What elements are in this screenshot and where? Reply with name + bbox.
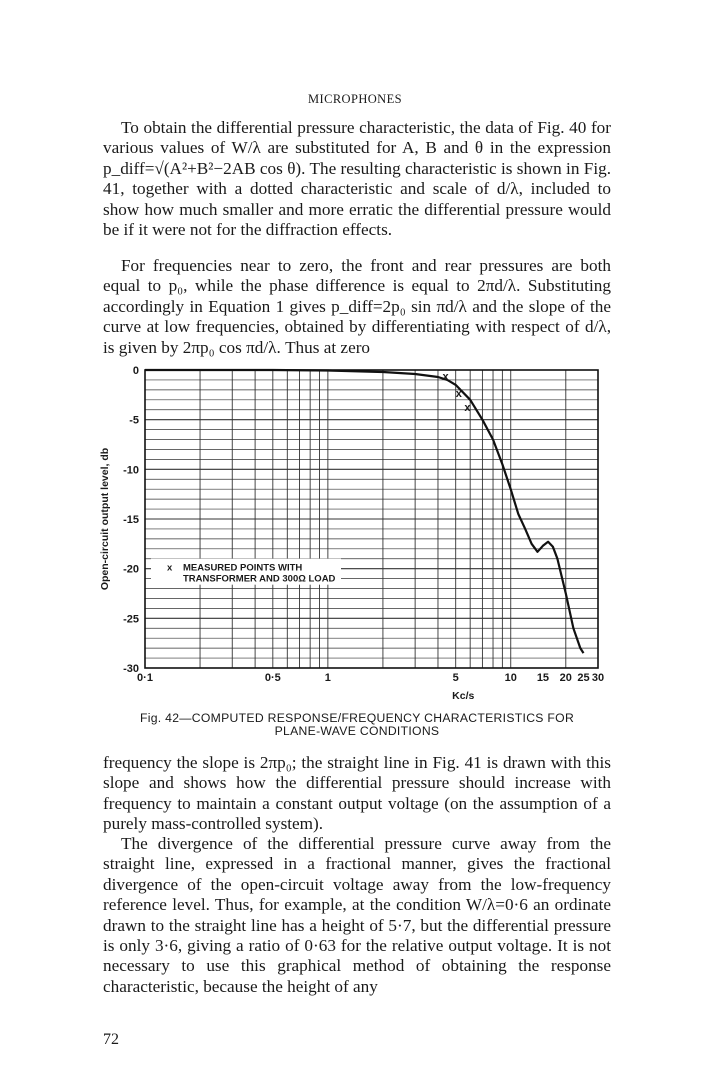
measured-point: x (442, 370, 449, 383)
y-axis-title: Open-circuit output level, db (99, 447, 111, 591)
response-chart-svg (0, 360, 710, 705)
computed-response-curve (145, 370, 584, 653)
paragraph-2: For frequencies near to zero, the front and rear pressures are both equal to p₀, while the phase difference is equal to 2πd/λ. Substituting accordingly in Equation 1 gives p_diff=2p₀ sin πd/λ and the slope of the curve at low frequencies, obtained by differentiating with respect of d/λ, is given by 2πp₀ cos πd/λ. Thus at zero (103, 256, 611, 357)
paragraph-1: To obtain the differential pressure characteristic, the data of Fig. 40 for various values of W/λ are substituted for A, B and θ in the expression p_diff=√(A²+B²−2AB cos θ). The resulting characteristic is shown in Fig. 41, together with a dotted characteristic and scale of d/λ, included to show how much smaller and more erratic the differential pressure would be if it were not for the diffraction effects. (103, 118, 611, 240)
y-tick-label: -25 (123, 613, 139, 626)
page-number: 72 (103, 1031, 119, 1048)
x-tick-label: 20 (559, 672, 572, 684)
legend-marker: x (167, 562, 173, 574)
legend-line-2: TRANSFORMER AND 300Ω LOAD (183, 573, 336, 585)
x-axis-title: Kc/s (452, 690, 475, 702)
y-tick-label: -10 (123, 464, 139, 477)
x-tick-label: 15 (536, 672, 550, 684)
legend-line-1: MEASURED POINTS WITH (183, 562, 303, 574)
measured-point: x (455, 387, 462, 400)
measured-point: x (464, 401, 471, 414)
x-tick-label: 25 (577, 672, 590, 684)
x-tick-label: 10 (504, 672, 517, 684)
y-tick-label: -15 (123, 514, 139, 526)
x-tick-label: 5 (452, 672, 459, 684)
running-head: MICROPHONES (308, 92, 402, 106)
paragraph-3: frequency the slope is 2πp₀; the straight line in Fig. 41 is drawn with this slope and shows how the differential pressure should increase with frequency to maintain a constant output voltage (on the assumption of a purely mass-controlled system). (103, 753, 611, 834)
y-tick-label: 0 (132, 365, 139, 377)
y-tick-label: -30 (123, 663, 139, 675)
y-tick-label: -5 (129, 414, 139, 427)
response-chart (0, 360, 710, 705)
caption-line-1: Fig. 42—COMPUTED RESPONSE/FREQUENCY CHARACTERISTICS FOR (139, 711, 575, 725)
caption-line-2: PLANE-WAVE CONDITIONS (274, 724, 440, 738)
figure-caption (103, 712, 611, 738)
paragraph-4: The divergence of the differential pressure curve away from the straight line, expressed in a fractional manner, gives the fractional divergence of the open-circuit voltage away from the low-frequency reference level. Thus, for example, at the condition W/λ=0·6 an ordinate drawn to the straight line has a height of 5·7, but the differential pressure is only 3·6, giving a ratio of 0·63 for the relative output voltage. It is not necessary to use this graphical method of obtaining the response characteristic, because the height of any (103, 834, 611, 996)
x-tick-label: 0·1 (137, 672, 153, 684)
x-tick-label: 30 (591, 672, 605, 684)
x-tick-label: 0·5 (264, 672, 281, 684)
x-tick-label: 1 (324, 672, 331, 684)
y-tick-label: -20 (123, 563, 139, 576)
